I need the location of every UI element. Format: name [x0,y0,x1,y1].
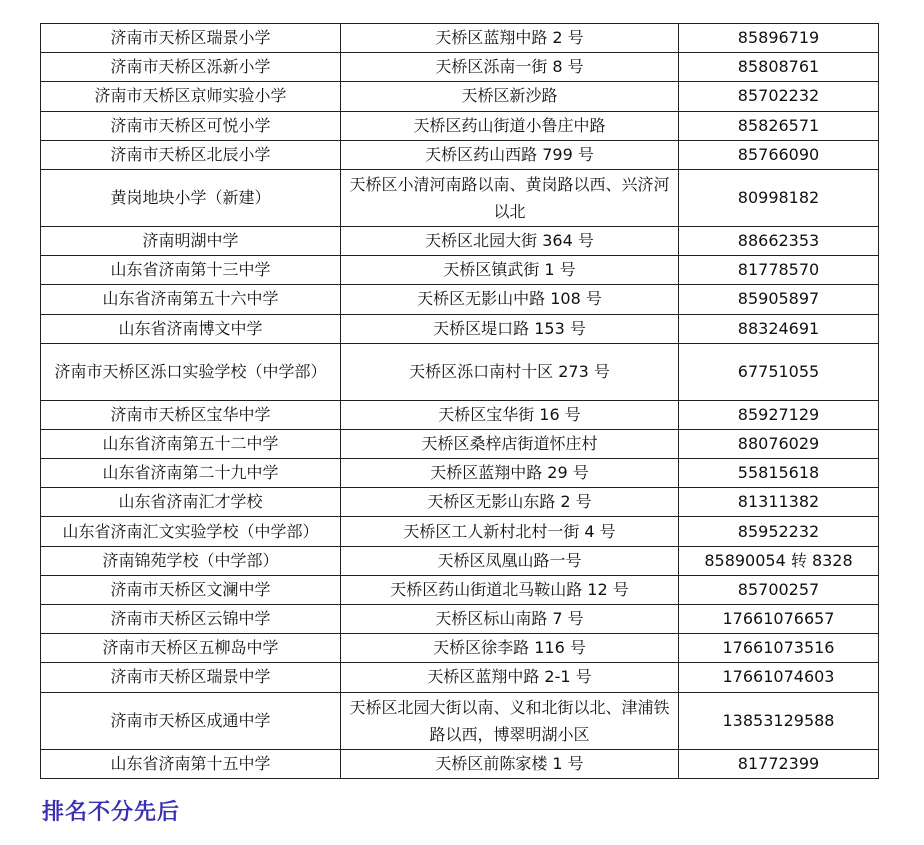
school-name-cell: 山东省济南第十五中学 [41,749,341,778]
school-name-cell: 黄岗地块小学（新建） [41,169,341,226]
school-name-cell: 济南市天桥区瑞景小学 [41,24,341,53]
school-name-cell: 济南明湖中学 [41,226,341,255]
school-address-cell: 天桥区工人新村北村一街 4 号 [341,517,679,546]
school-name-cell: 济南市天桥区北辰小学 [41,140,341,169]
school-name-cell: 济南市天桥区五柳岛中学 [41,634,341,663]
school-name-cell: 济南市天桥区泺新小学 [41,53,341,82]
table-row [41,400,879,429]
school-phone-cell: 17661074603 [679,663,879,692]
school-phone-cell: 88662353 [679,226,879,255]
school-name-cell: 济南市天桥区成通中学 [41,692,341,749]
school-phone-cell: 88076029 [679,429,879,458]
table-row [41,429,879,458]
school-phone-cell: 88324691 [679,314,879,343]
table-row [41,575,879,604]
school-address-cell: 天桥区前陈家楼 1 号 [341,749,679,778]
table-row [41,111,879,140]
table-row [41,314,879,343]
school-table-body [41,24,879,779]
school-address-cell: 天桥区镇武街 1 号 [341,256,679,285]
school-address-cell: 天桥区药山西路 799 号 [341,140,679,169]
table-row [41,605,879,634]
table-row [41,488,879,517]
table-row [41,82,879,111]
school-name-cell: 山东省济南博文中学 [41,314,341,343]
table-row [41,459,879,488]
ranking-note: 排名不分先后 [42,800,181,825]
school-name-cell: 济南市天桥区文澜中学 [41,575,341,604]
table-row [41,169,879,226]
school-name-cell: 济南市天桥区云锦中学 [41,605,341,634]
table-row [41,256,879,285]
school-address-cell: 天桥区徐李路 116 号 [341,634,679,663]
table-row [41,546,879,575]
school-phone-cell: 85700257 [679,575,879,604]
school-address-cell: 天桥区堤口路 153 号 [341,314,679,343]
table-row [41,634,879,663]
school-address-cell: 天桥区泺口南村十区 273 号 [341,343,679,400]
school-address-cell: 天桥区蓝翔中路 2-1 号 [341,663,679,692]
school-address-cell: 天桥区北园大街 364 号 [341,226,679,255]
school-phone-cell: 85702232 [679,82,879,111]
school-name-cell: 山东省济南第五十六中学 [41,285,341,314]
school-phone-cell: 85896719 [679,24,879,53]
table-row [41,53,879,82]
school-phone-cell: 85766090 [679,140,879,169]
school-address-cell: 天桥区药山街道小鲁庄中路 [341,111,679,140]
school-phone-cell: 13853129588 [679,692,879,749]
school-name-cell: 山东省济南汇文实验学校（中学部） [41,517,341,546]
school-address-cell: 天桥区宝华街 16 号 [341,400,679,429]
school-phone-cell: 85927129 [679,400,879,429]
school-phone-cell: 85905897 [679,285,879,314]
school-name-cell: 济南市天桥区泺口实验学校（中学部） [41,343,341,400]
school-name-cell: 济南市天桥区瑞景中学 [41,663,341,692]
school-phone-cell: 81772399 [679,749,879,778]
school-phone-cell: 85952232 [679,517,879,546]
school-phone-cell: 17661073516 [679,634,879,663]
school-address-cell: 天桥区无影山中路 108 号 [341,285,679,314]
school-phone-cell: 80998182 [679,169,879,226]
school-name-cell: 山东省济南汇才学校 [41,488,341,517]
school-table [40,23,879,779]
table-row [41,226,879,255]
table-row [41,663,879,692]
school-name-cell: 济南锦苑学校（中学部） [41,546,341,575]
school-address-cell: 天桥区小清河南路以南、黄岗路以西、兴济河以北 [341,169,679,226]
table-row [41,140,879,169]
school-address-cell: 天桥区凤凰山路一号 [341,546,679,575]
school-address-cell: 天桥区泺南一街 8 号 [341,53,679,82]
school-address-cell: 天桥区北园大街以南、义和北街以北、津浦铁路以西，博翠明湖小区 [341,692,679,749]
school-phone-cell: 55815618 [679,459,879,488]
school-address-cell: 天桥区蓝翔中路 29 号 [341,459,679,488]
school-name-cell: 山东省济南第五十二中学 [41,429,341,458]
table-row [41,749,879,778]
school-phone-cell: 67751055 [679,343,879,400]
table-row [41,517,879,546]
school-address-cell: 天桥区桑梓店街道怀庄村 [341,429,679,458]
school-name-cell: 山东省济南第十三中学 [41,256,341,285]
school-phone-cell: 81778570 [679,256,879,285]
school-phone-cell: 85890054 转 8328 [679,546,879,575]
school-phone-cell: 81311382 [679,488,879,517]
school-address-cell: 天桥区药山街道北马鞍山路 12 号 [341,575,679,604]
school-address-cell: 天桥区标山南路 7 号 [341,605,679,634]
school-name-cell: 济南市天桥区可悦小学 [41,111,341,140]
table-row [41,285,879,314]
school-name-cell: 山东省济南第二十九中学 [41,459,341,488]
school-name-cell: 济南市天桥区京师实验小学 [41,82,341,111]
school-phone-cell: 17661076657 [679,605,879,634]
school-address-cell: 天桥区无影山东路 2 号 [341,488,679,517]
school-address-cell: 天桥区新沙路 [341,82,679,111]
school-name-cell: 济南市天桥区宝华中学 [41,400,341,429]
school-address-cell: 天桥区蓝翔中路 2 号 [341,24,679,53]
table-row [41,343,879,400]
table-row [41,692,879,749]
school-phone-cell: 85826571 [679,111,879,140]
table-row [41,24,879,53]
school-phone-cell: 85808761 [679,53,879,82]
